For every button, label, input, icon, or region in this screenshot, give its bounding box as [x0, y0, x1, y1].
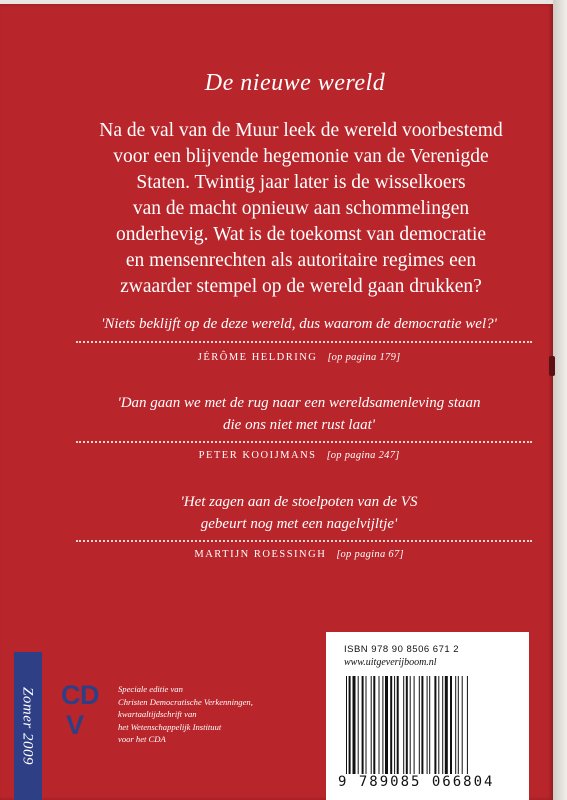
barcode-bar: [458, 676, 459, 774]
quote-page-ref: [op pagina 247]: [326, 450, 400, 461]
barcode-bar: [382, 676, 383, 774]
dotted-divider: [76, 341, 532, 343]
edition-note: [118, 683, 318, 746]
cover-nick: [549, 356, 555, 376]
isbn-text: ISBN 978 90 8506 671 2: [344, 644, 460, 655]
quote-line: 'Niets beklijft op de deze wereld, dus waarom de democratie wel?': [101, 316, 497, 332]
quote-attribution: [60, 352, 538, 363]
quote-line: 'Dan gaan we met de rug naar een wereldsamenleving staan: [117, 395, 481, 411]
barcode-bar: [358, 676, 359, 774]
cdv-logo-v: V: [66, 710, 85, 740]
cover-blurb: [66, 118, 536, 300]
barcode-bar: [406, 676, 408, 774]
season-label: Zomer 2009: [19, 687, 36, 765]
quote-author: JÉRÔME HELDRING: [197, 352, 318, 363]
quote-page-ref: [op pagina 67]: [336, 549, 404, 560]
blurb-line: Na de val van de Muur leek de wereld voorbestemd: [99, 120, 503, 141]
barcode-bar: [385, 676, 388, 774]
blurb-line: en mensenrechten als autoritaire regimes een: [125, 250, 477, 271]
barcode-bar: [445, 676, 448, 774]
barcode-bar: [394, 676, 395, 774]
edition-line: kwartaaltijdschrift van: [118, 709, 197, 720]
cdv-logo-d: D: [80, 680, 100, 710]
quote-line: die ons niet met rust laat': [223, 417, 375, 433]
barcode-bar: [434, 676, 436, 774]
barcode-bar: [427, 676, 428, 774]
quote-roessingh: [60, 491, 538, 535]
barcode-bar: [419, 676, 420, 774]
cover-headline: De nieuwe wereld: [204, 70, 386, 96]
barcode-bar: [373, 676, 375, 774]
barcode-bar: [366, 676, 367, 774]
barcode-bar: [450, 676, 452, 774]
barcode-bar: [346, 676, 347, 774]
barcode-graphic: [346, 676, 510, 774]
barcode-bar: [421, 676, 423, 774]
blurb-line: Staten. Twintig jaar later is de wisselkoers: [136, 172, 466, 193]
edition-line: Speciale editie van: [118, 684, 183, 694]
quote-attribution: [60, 450, 538, 461]
blurb-line: van de macht opnieuw aan schommelingen: [132, 198, 470, 219]
ean-number: 9 789085 066804: [338, 774, 495, 790]
barcode-bar: [379, 676, 380, 774]
barcode-bar: [438, 676, 439, 774]
publisher-url: www.uitgeverijboom.nl: [344, 657, 437, 668]
edition-line: Christen Democratische Verkenningen,: [118, 696, 253, 707]
quote-author: PETER KOOIJMANS: [198, 450, 317, 461]
quote-kooijmans: [60, 392, 538, 436]
barcode-bar: [462, 676, 463, 774]
edition-line: voor het CDA: [118, 734, 166, 745]
barcode-bar: [353, 676, 356, 774]
dotted-divider: [76, 540, 532, 542]
barcode-bar: [397, 676, 399, 774]
barcode-bar: [371, 676, 372, 774]
barcode-panel: [326, 632, 529, 800]
barcode-bar: [390, 676, 392, 774]
quote-author: MARTIJN ROESSINGH: [194, 549, 327, 560]
barcode-bar: [414, 676, 415, 774]
page-block-shadow: [553, 0, 567, 800]
barcode-bar: [362, 676, 364, 774]
barcode-bar: [410, 676, 411, 774]
barcode-bar: [467, 676, 468, 774]
blurb-line: onderhevig. Wat is de toekomst van democratie: [115, 224, 487, 245]
quote-attribution: [60, 549, 538, 560]
barcode-bar: [455, 676, 456, 774]
blurb-line: zwaarder stempel op de wereld gaan drukken?: [120, 276, 482, 297]
quote-line: 'Het zagen aan de stoelpoten van de VS: [180, 494, 418, 510]
cdv-logo-c: C: [61, 680, 81, 710]
barcode-bar: [442, 676, 443, 774]
quote-line: gebeurt nog met een nagelvijltje': [200, 516, 398, 532]
barcode-bar: [349, 676, 351, 774]
quote-page-ref: [op pagina 179]: [327, 352, 401, 363]
dotted-divider: [76, 441, 532, 443]
edition-line: het Wetenschappelijk Instituut: [118, 721, 222, 732]
barcode-bar: [403, 676, 404, 774]
quote-heldring: [60, 313, 538, 335]
blurb-line: voor een blijvende hegemonie van de Verenigde: [113, 146, 489, 167]
barcode-bar: [429, 676, 430, 774]
